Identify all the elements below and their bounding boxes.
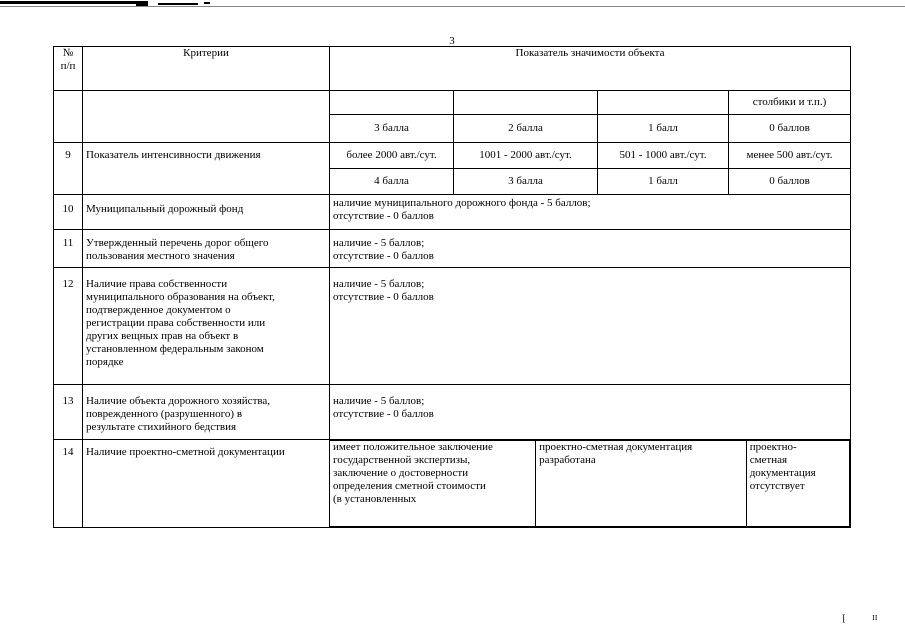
row11-line1: наличие - 5 баллов;: [333, 237, 425, 249]
header-indicator: [330, 47, 851, 91]
row9-score-3: 1 балл: [598, 169, 729, 195]
row14-col1-line2: государственной экспертизы,: [333, 454, 471, 466]
scan-top-edge: [0, 0, 905, 10]
row-pre-criteria: [83, 91, 330, 143]
table-row: [54, 440, 851, 528]
row12-line2: отсутствие - 0 баллов: [333, 291, 434, 303]
table-row: [54, 230, 851, 268]
table-row: [54, 385, 851, 440]
table-row: [54, 91, 851, 115]
row13-criteria-line2: поврежденного (разрушенного) в: [86, 408, 243, 420]
row13-indicator: [330, 385, 851, 440]
row11-criteria: [83, 230, 330, 268]
row13-criteria: [83, 385, 330, 440]
row-pre-cell-2: [454, 91, 598, 115]
row13-criteria-line3: результате стихийного бедствия: [86, 421, 237, 433]
row9-cell-4: менее 500 авт./сут.: [729, 143, 851, 169]
row-pre-cell-1: [330, 91, 454, 115]
row14-col1-line5: (в установленных: [333, 493, 417, 505]
row14-col3: [746, 441, 849, 527]
scan-mark-2: ɪɪ: [872, 612, 878, 623]
row13-criteria-line1: Наличие объекта дорожного хозяйства,: [86, 395, 271, 407]
row14-col2-line2: разработана: [539, 454, 596, 466]
row12-criteria-line2: муниципального образования на объект,: [86, 291, 275, 303]
row12-criteria-line4: регистрации права собственности или: [86, 317, 266, 329]
row9-score-1: 4 балла: [330, 169, 454, 195]
row10-line2: отсутствие - 0 баллов: [333, 210, 434, 222]
row11-criteria-line2: пользования местного значения: [86, 250, 235, 262]
row14-col3-line4: отсутствует: [749, 480, 805, 492]
row12-criteria: [83, 268, 330, 385]
row-pre-score-4: 0 баллов: [729, 115, 851, 143]
header-criteria-text: Критерии: [183, 47, 229, 59]
row9-score-4: 0 баллов: [729, 169, 851, 195]
row12-criteria-line1: Наличие права собственности: [86, 278, 228, 290]
row9-cell-1: более 2000 авт./сут.: [330, 143, 454, 169]
header-num: [54, 47, 83, 91]
row12-indicator: [330, 268, 851, 385]
row9-cell-3: 501 - 1000 авт./сут.: [598, 143, 729, 169]
row14-criteria: Наличие проектно-сметной документации: [83, 440, 330, 528]
row14-col3-line1: проектно-: [749, 441, 797, 453]
header-row: [54, 47, 851, 91]
row12-criteria-line5: других вещных прав на объект в: [86, 330, 239, 342]
row12-criteria-line3: подтвержденное документом о: [86, 304, 231, 316]
table-row: [54, 195, 851, 230]
row13-num: 13: [54, 385, 83, 440]
row14-col3-line3: документация: [749, 467, 816, 479]
row10-line1: наличие муниципального дорожного фонда - 5 баллов;: [333, 197, 591, 209]
header-indicator-text: Показатель значимости объекта: [515, 47, 665, 59]
row14-col2: [536, 441, 747, 527]
row10-criteria: Муниципальный дорожный фонд: [83, 195, 330, 230]
row10-num: 10: [54, 195, 83, 230]
row-pre-score-1: 3 балла: [330, 115, 454, 143]
row-pre-score-3: 1 балл: [598, 115, 729, 143]
row11-line2: отсутствие - 0 баллов: [333, 250, 434, 262]
row10-indicator: [330, 195, 851, 230]
header-criteria: [83, 47, 330, 91]
row14-col1-line4: определения сметной стоимости: [333, 480, 486, 492]
scan-mark-1: ꞁ: [842, 612, 846, 623]
row-pre-num: [54, 91, 83, 143]
row14-col1-line3: заключение о достоверности: [333, 467, 469, 479]
table-row: [54, 143, 851, 169]
row12-num: 12: [54, 268, 83, 385]
row9-cell-2: 1001 - 2000 авт./сут.: [454, 143, 598, 169]
row9-num: 9: [54, 143, 83, 195]
row14-subtable: [330, 440, 850, 527]
row12-criteria-line7: порядке: [86, 356, 124, 368]
criteria-table: [53, 46, 851, 528]
page-number: 3: [449, 35, 455, 47]
row13-line2: отсутствие - 0 баллов: [333, 408, 434, 420]
row12-criteria-line6: установленном федеральным законом: [86, 343, 264, 355]
row-pre-score-2: 2 балла: [454, 115, 598, 143]
row14-indicator: [330, 440, 851, 528]
row9-score-2: 3 балла: [454, 169, 598, 195]
row11-indicator: [330, 230, 851, 268]
row11-num: 11: [54, 230, 83, 268]
row12-line1: наличие - 5 баллов;: [333, 278, 425, 290]
row13-line1: наличие - 5 баллов;: [333, 395, 425, 407]
row11-criteria-line1: Утвержденный перечень дорог общего: [86, 237, 269, 249]
row14-col1-line1: имеет положительное заключение: [333, 441, 493, 453]
row14-col3-line2: сметная: [749, 454, 788, 466]
row14-num: 14: [54, 440, 83, 528]
row9-criteria: Показатель интенсивности движения: [83, 143, 330, 195]
row14-col2-line1: проектно-сметная документация: [539, 441, 693, 453]
table-row: [54, 268, 851, 385]
row-pre-cell-4: столбики и т.п.): [729, 91, 851, 115]
row-pre-cell-3: [598, 91, 729, 115]
header-num-text: № п/п: [60, 47, 76, 72]
row14-col1: [330, 441, 536, 527]
